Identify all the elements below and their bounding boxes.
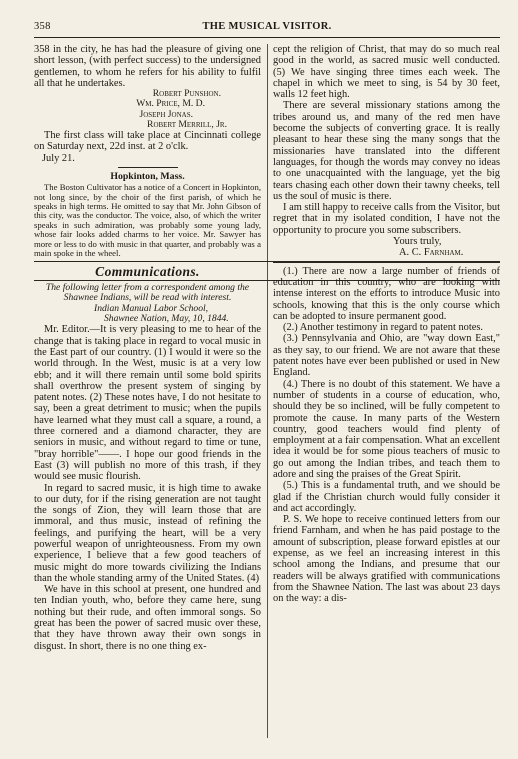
- letter-paragraph-missions: There are several missionary stations among the tribes around us, and many of the red men have become the subjects of converting grace. It is really pleasant to hear these sing the many songs that the missionaries have translated into the different languages, for though the words may convey no ideas to one unacquainted with the language, yet the big tears chasing each other down their tawny cheeks, tell us the soul of music is there.: [273, 100, 500, 202]
- journal-page: [34, 20, 500, 740]
- hopkinton-heading: Hopkinton, Mass.: [110, 170, 185, 182]
- editor-postscript: P. S. We hope to receive continued letters from our friend Farnham, and when he has paid postage to the amount of subscription, please forward epistles at our expense, as we feel an increasing interest in this school among the Indians, and presume that our readers will be always gratified with communications from the Shawnee Nation. The last was about 23 days on the way: a dis-: [273, 514, 500, 605]
- dateline-place: Indian Manual Labor School,: [94, 302, 209, 314]
- letter-continued: cept the religion of Christ, that may do so much real good in the world, as sacred music well conducted. (5) We have singing three times each week. The chapel in which we meet to sing, is 54 by 30 feet, walls 12 feet high.: [273, 44, 500, 101]
- notes-rule: [273, 262, 500, 263]
- letter-paragraph-2: In regard to sacred music, it is high time to awake to our duty, for if the rising generation are not taught the songs of Zion, they will learn those that are immoral, and thus music, instead of refining the feelings, and purifying the heart, will be a very powerful weapon of unrighteousness. From my own experience, I believe that a few good teachers of music might do more towards civilizing the Indians than the whole standing army of the United States. (4): [34, 482, 261, 584]
- letter-paragraph-closing: I am still happy to receive calls from the Visitor, but regret that in my isolated condition, I have not the opportunity to procure you some subscribers.: [273, 202, 500, 236]
- running-header: [34, 20, 500, 36]
- editor-note-2: (2.) Another testimony in regard to patent notes.: [283, 322, 483, 334]
- short-rule: [118, 167, 178, 168]
- class-announcement: The first class will take place at Cincinnati college on Saturday next, 22d inst. at 2 o'clk.: [34, 130, 261, 153]
- signer-4: Robert Merrill, Jr.: [147, 118, 227, 130]
- letter-signature: A. C. Farnham.: [399, 247, 464, 259]
- section-title: Communications.: [95, 264, 200, 280]
- page-number: 358: [34, 21, 51, 32]
- announcement-date: July 21.: [42, 152, 75, 164]
- column-divider: [267, 44, 268, 738]
- right-column: [273, 44, 500, 605]
- left-column: [34, 44, 261, 652]
- header-rule: [34, 37, 500, 38]
- journal-title: THE MUSICAL VISITOR.: [202, 21, 332, 32]
- letter-paragraph-1: Mr. Editor.—It is very pleasing to me to hear of the change that is taking place in regard to vocal music in the East part of our country. (1) I would it were so the world through. In the West, music is at a very low ebb; and it will there remain until some bold spirits shall overthrow the present system of singing by patent notes. (2) These notes have, I do not hesitate to say, been a great detriment to music; when the pupils have learned what they must call a square, a round, a three cornered and a diamond character, they are seniors in music, and without regard to time or tune, "bray horrible"——. I hope our good friends in the East (3) will publish no more of this trash, if they would see music flourish.: [34, 324, 261, 483]
- lesson-paragraph: 358 in the city, he has had the pleasure of giving one short lesson, (with perfect success) to the undersigned gentlemen, to whom he refers for his ability to fulfil all that he undertakes.: [34, 44, 261, 89]
- dateline-date: Shawnee Nation, May, 10, 1844.: [104, 312, 229, 324]
- letter-valediction: Yours truly,: [393, 236, 442, 248]
- letter-paragraph-3: We have in this school at present, one hundred and ten Indian youth, who, before they came here, sung nothing but their rude, and often immoral songs. So great has been the power of sacred music over these, that they have thrown away their own songs in disgust. In short, there is no one thing ex-: [34, 584, 261, 652]
- signer-3: Joseph Jonas.: [139, 108, 193, 120]
- editor-note-1: (1.) There are now a large number of friends of education in this country, who are looking with intense interest on the efforts to introduce Music into schools, knowing that this is the only course which can be adopted to insure permanent good.: [273, 265, 500, 322]
- editor-note-5: (5.) This is a fundamental truth, and we should be glad if the Christian church would fully consider it and act accordingly.: [273, 480, 500, 514]
- signer-2: Wm. Price, M. D.: [136, 98, 205, 110]
- editor-note-3: (3.) Pennsylvania and Ohio, are "way down East," as they say, to our friend. We are not aware that these patent notes have ever been published or used in New England.: [273, 333, 500, 379]
- editor-note-4: (4.) There is no doubt of this statement. We have a number of students in a course of education, who, should they be so inclined, will be fully competent to promote the cause. In many parts of the Western country, good teachers would find plenty of employment at a fair compensation. What an excellent idea it would be for some pious teachers of music to go out among the Indian tribes, and teach them to adore and sing the praises of the Great Spirit.: [273, 378, 500, 480]
- letter-dateline: [34, 304, 261, 325]
- letter-intro: The following letter from a correspondent among the Shawnee Indians, will be read with interest.: [45, 281, 250, 304]
- hopkinton-notice: The Boston Cultivator has a notice of a Concert in Hopkinton, not long since, by the choir of the first parish, of which he speaks in high terms. He omitted to say that Mr. John Gibson of this city, was the conductor. The voice, also, of which the writer speaks in such admiration, was probably some young lady, whose fair looks added charms to her voice. Mr. Sawyer has more or less to do with music in that quarter, and probably was a main spoke in the wheel.: [34, 182, 261, 259]
- signer-1: Robert Punshon.: [152, 88, 221, 100]
